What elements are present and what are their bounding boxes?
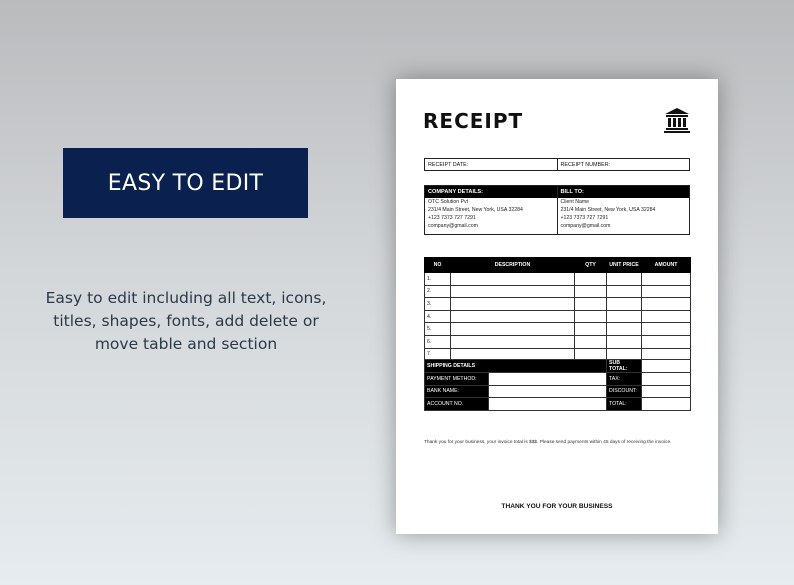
receipt-date-field[interactable]: RECEIPT DATE: <box>428 162 469 168</box>
qty-cell[interactable] <box>575 285 607 298</box>
summary-row <box>425 398 691 411</box>
summary-row <box>425 385 691 398</box>
row-number: 3. <box>425 298 451 311</box>
bank-name-value[interactable] <box>489 385 607 398</box>
qty-cell[interactable] <box>575 310 607 323</box>
unit-price-cell[interactable] <box>607 323 642 336</box>
tax-value[interactable] <box>642 373 691 386</box>
receipt-number-field[interactable]: RECEIPT NUMBER: <box>557 159 690 170</box>
col-description: DESCRIPTION <box>451 258 575 273</box>
row-number: 6. <box>425 335 451 348</box>
discount-value[interactable] <box>642 385 691 398</box>
account-no-value[interactable] <box>489 398 607 411</box>
sub-total-value[interactable] <box>642 360 691 373</box>
payment-method-value[interactable] <box>489 373 607 386</box>
amount-cell[interactable] <box>642 323 691 336</box>
tagline: Easy to edit including all text, icons, titles, shapes, fonts, add delete or move table and section <box>45 289 327 353</box>
summary-row <box>425 360 691 373</box>
summary-table <box>424 359 691 411</box>
row-number: 1. <box>425 273 451 286</box>
bill-to <box>557 186 690 234</box>
unit-price-cell[interactable] <box>607 273 642 286</box>
unit-price-cell[interactable] <box>607 310 642 323</box>
company-name: OTC Solution Pvt <box>428 199 469 205</box>
table-row <box>425 298 691 311</box>
description-cell[interactable] <box>451 298 575 311</box>
description-cell[interactable] <box>451 310 575 323</box>
row-number: 2. <box>425 285 451 298</box>
bill-to-header: BILL TO: <box>558 186 690 198</box>
amount-cell[interactable] <box>642 298 691 311</box>
qty-cell[interactable] <box>575 335 607 348</box>
summary-row <box>425 373 691 386</box>
amount-cell[interactable] <box>642 310 691 323</box>
unit-price-cell[interactable] <box>607 285 642 298</box>
party-details <box>424 185 690 235</box>
sub-total-label: SUB TOTAL: <box>607 360 642 373</box>
client-email: company@gmail.com <box>560 223 611 229</box>
company-address: 231/4 Main Street, New York, USA 32284 <box>428 207 523 213</box>
description-cell[interactable] <box>451 323 575 336</box>
receipt-meta-row <box>424 158 690 171</box>
qty-cell[interactable] <box>575 323 607 336</box>
bank-name-label: BANK NAME: <box>425 385 489 398</box>
table-row <box>425 285 691 298</box>
row-number: 7. <box>425 348 451 361</box>
payment-method-label: PAYMENT METHOD: <box>425 373 489 386</box>
client-phone: +123 7373 727 7291 <box>560 215 609 221</box>
receipt-page <box>396 79 718 534</box>
thank-you-footer: THANK YOU FOR YOUR BUSINESS <box>501 503 613 510</box>
col-no: NO <box>425 258 451 273</box>
total-label: TOTAL: <box>607 398 642 411</box>
account-no-label: ACCOUNT NO. <box>425 398 489 411</box>
company-details <box>425 186 557 234</box>
items-table <box>424 257 691 361</box>
company-email: company@gmail.com <box>428 223 478 229</box>
unit-price-cell[interactable] <box>607 335 642 348</box>
qty-cell[interactable] <box>575 298 607 311</box>
description-cell[interactable] <box>451 285 575 298</box>
amount-cell[interactable] <box>642 285 691 298</box>
amount-cell[interactable] <box>642 335 691 348</box>
total-value[interactable] <box>642 398 691 411</box>
client-address: 231/4 Main Street, New York, USA 32284 <box>560 207 656 213</box>
col-unit-price: UNIT PRICE <box>607 258 642 273</box>
company-details-header: COMPANY DETAILS: <box>425 186 557 198</box>
company-phone: +123 7373 727 7291 <box>428 215 476 221</box>
tax-label: TAX: <box>607 373 642 386</box>
client-name: Client Name <box>560 199 590 205</box>
easy-to-edit-badge: EASY TO EDIT <box>63 148 308 218</box>
col-qty: QTY <box>575 258 607 273</box>
row-number: 4. <box>425 310 451 323</box>
table-row <box>425 323 691 336</box>
table-row <box>425 335 691 348</box>
bank-icon <box>664 107 690 133</box>
receipt-title: RECEIPT <box>423 109 524 133</box>
description-cell[interactable] <box>451 273 575 286</box>
row-number: 5. <box>425 323 451 336</box>
discount-label: DISCOUNT: <box>607 385 642 398</box>
table-row <box>425 310 691 323</box>
qty-cell[interactable] <box>575 273 607 286</box>
amount-cell[interactable] <box>642 273 691 286</box>
unit-price-cell[interactable] <box>607 298 642 311</box>
table-row <box>425 273 691 286</box>
items-header-row <box>425 258 691 273</box>
col-amount: AMOUNT <box>642 258 691 273</box>
payment-note: Thank you for your business, your invoice total is $$$. Please send payments within 45 days of receiving the invoice. <box>424 440 672 445</box>
description-cell[interactable] <box>451 335 575 348</box>
shipping-details-header: SHIPPING DETAILS <box>425 360 607 373</box>
